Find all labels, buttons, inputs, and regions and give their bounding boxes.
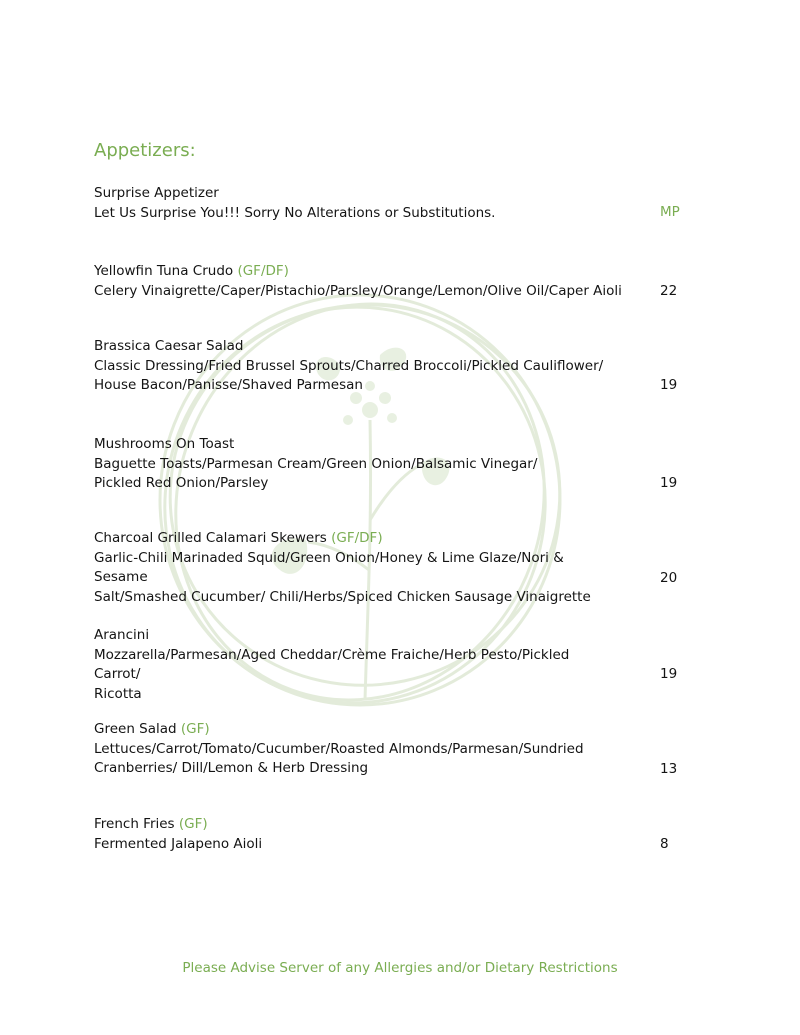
item-description: Lettuces/Carrot/Tomato/Cucumber/Roasted Almonds/Parmesan/Sundried Cranberries/ Dill/Lemon & Herb Dressing xyxy=(94,740,584,776)
menu-item-green-salad xyxy=(94,720,694,779)
item-price: 19 xyxy=(660,377,678,393)
dietary-tag: (GF/DF) xyxy=(331,530,383,546)
item-description: Mozzarella/Parmesan/Aged Cheddar/Crème Fraiche/Herb Pesto/Pickled Carrot/ Ricotta xyxy=(94,646,570,702)
item-description: Fermented Jalapeno Aioli xyxy=(94,835,263,852)
item-name: Brassica Caesar Salad xyxy=(94,338,244,354)
item-name: French Fries xyxy=(94,816,175,832)
item-description: Let Us Surprise You!!! Sorry No Alterations or Substitutions. xyxy=(94,204,496,221)
item-price: 20 xyxy=(660,570,678,586)
item-name: Green Salad xyxy=(94,721,177,737)
allergy-notice: Please Advise Server of any Allergies and/or Dietary Restrictions xyxy=(182,960,618,976)
item-name: Arancini xyxy=(94,627,150,643)
item-name: Charcoal Grilled Calamari Skewers xyxy=(94,530,327,546)
dietary-tag: (GF) xyxy=(180,721,210,737)
menu-item-mushrooms-on-toast xyxy=(94,435,694,494)
menu-item-yellowfin-tuna-crudo xyxy=(94,262,694,301)
menu-item-arancini xyxy=(94,626,694,704)
item-price: 22 xyxy=(660,283,678,299)
item-name: Yellowfin Tuna Crudo xyxy=(94,263,234,279)
menu-item-french-fries xyxy=(94,815,694,854)
item-description: Baguette Toasts/Parmesan Cream/Green Onion/Balsamic Vinegar/ Pickled Red Onion/Parsley xyxy=(94,455,538,491)
dietary-tag: (GF/DF) xyxy=(237,263,289,279)
item-price: MP xyxy=(660,204,680,220)
item-description: Celery Vinaigrette/Caper/Pistachio/Parsley/Orange/Lemon/Olive Oil/Caper Aioli xyxy=(94,282,622,299)
item-name: Mushrooms On Toast xyxy=(94,436,235,452)
item-name: Surprise Appetizer xyxy=(94,185,219,201)
item-description: Garlic-Chili Marinaded Squid/Green Onion/Honey & Lime Glaze/Nori & Sesame Salt/Smashed Cucumber/ Chili/Herbs/Spiced Chicken Sausage Vinaigrette xyxy=(94,549,591,605)
section-title: Appetizers: xyxy=(94,140,196,161)
dietary-tag: (GF) xyxy=(178,816,208,832)
menu-item-charcoal-grilled-calamari-skewers xyxy=(94,529,694,607)
menu-item-brassica-caesar-salad xyxy=(94,337,694,396)
item-price: 13 xyxy=(660,761,678,777)
item-description: Classic Dressing/Fried Brussel Sprouts/Charred Broccoli/Pickled Cauliflower/ House Bacon/Panisse/Shaved Parmesan xyxy=(94,357,604,393)
item-price: 19 xyxy=(660,666,678,682)
menu-item-surprise-appetizer xyxy=(94,184,694,223)
item-price: 8 xyxy=(660,836,669,852)
item-price: 19 xyxy=(660,475,678,491)
